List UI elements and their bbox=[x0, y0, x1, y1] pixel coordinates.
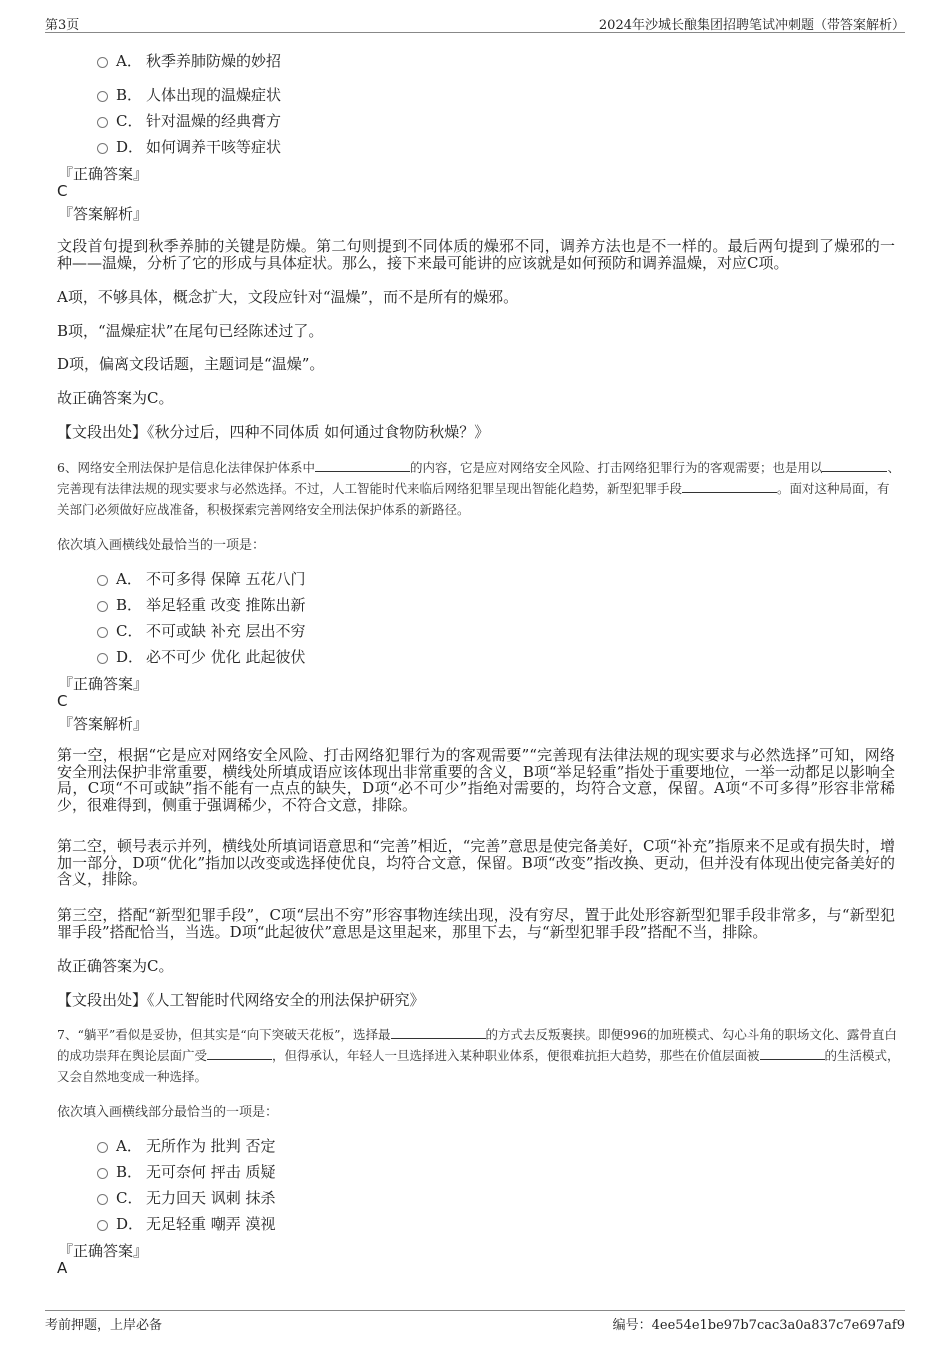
q6-option-d[interactable]: D． 必不可少 优化 此起彼伏 bbox=[97, 646, 306, 666]
blank-3 bbox=[760, 1047, 825, 1060]
footer-slogan: 考前押题，上岸必备 bbox=[45, 1318, 163, 1333]
q5-option-a[interactable]: A． 秋季养肺防燥的妙招 bbox=[97, 50, 281, 70]
blank-1 bbox=[315, 459, 410, 472]
q6-option-b[interactable]: B． 举足轻重 改变 推陈出新 bbox=[97, 594, 306, 614]
q6-analysis-1: 第一空，根据“它是应对网络安全风险、打击网络犯罪行为的客观需要”“完善现有法律法规的现实要求与必然选择”可知，网络安全刑法保护非常重要，横线处所填成语应该体现出非常重要的含义，B项“举足轻重”指处于重要地位，一举一动都足以影响全局，C项“不可或缺”指不能有一点点的缺失，D项“必不可少”指绝对需要的，均符合文意，保留。A项“不可多得”形容非常稀少，很难得到，侧重于强调稀少，不符合文意，排除。 bbox=[57, 746, 895, 814]
q5-option-b[interactable]: B． 人体出现的温燥症状 bbox=[97, 84, 281, 104]
q6-answer: C bbox=[57, 692, 68, 710]
q7-option-c[interactable]: C． 无力回天 讽刺 抹杀 bbox=[97, 1187, 276, 1207]
q7-stem: 7、“躺平”看似是妥协，但其实是“向下突破天花板”，选择最 的方式去反叛裹挟。即便996的加班模式、勾心斗角的职场文化、露骨直白的成功崇拜在舆论层面广受 ，但得承认，年轻人一旦选择进入某种职业体系，便很难抗拒大趋势，那些在价值层面被 的生活模式，又会自然地变成一种选择。 bbox=[57, 1027, 900, 1084]
correct-answer-label: 『正确答案』 bbox=[58, 675, 149, 693]
radio-icon[interactable] bbox=[97, 1194, 108, 1205]
q5-option-d[interactable]: D． 如何调养干咳等症状 bbox=[97, 136, 281, 156]
q5-analysis-2: A项，不够具体，概念扩大，文段应针对“温燥”，而不是所有的燥邪。 bbox=[57, 288, 519, 306]
radio-icon[interactable] bbox=[97, 575, 108, 586]
q7-option-d[interactable]: D． 无足轻重 嘲弄 漠视 bbox=[97, 1213, 276, 1233]
blank-1 bbox=[391, 1026, 486, 1039]
q6-prompt: 依次填入画横线处最恰当的一项是： bbox=[57, 538, 266, 553]
page-footer bbox=[45, 1310, 905, 1331]
document-title: 2024年沙城长酿集团招聘笔试冲刺题（带答案解析） bbox=[598, 18, 905, 33]
radio-icon[interactable] bbox=[97, 143, 108, 154]
q6-conclusion: 故正确答案为C。 bbox=[57, 957, 174, 975]
q5-analysis-4: D项，偏离文段话题，主题词是“温燥”。 bbox=[57, 355, 325, 373]
radio-icon[interactable] bbox=[97, 117, 108, 128]
answer-analysis-label: 『答案解析』 bbox=[58, 715, 149, 733]
q6-analysis-3: 第三空，搭配“新型犯罪手段”，C项“层出不穷”形容事物连续出现，没有穷尽，置于此处形容新型犯罪手段非常多，与“新型犯罪手段”搭配恰当，当选。D项“此起彼伏”意思是这里起来，那里下去，与“新型犯罪手段”搭配不当，排除。 bbox=[57, 906, 895, 941]
radio-icon[interactable] bbox=[97, 57, 108, 68]
answer-analysis-label: 『答案解析』 bbox=[58, 205, 149, 223]
radio-icon[interactable] bbox=[97, 653, 108, 664]
q7-option-a[interactable]: A． 无所作为 批判 否定 bbox=[97, 1135, 276, 1155]
radio-icon[interactable] bbox=[97, 1142, 108, 1153]
blank-2 bbox=[822, 459, 887, 472]
q6-option-a[interactable]: A． 不可多得 保障 五花八门 bbox=[97, 568, 306, 588]
radio-icon[interactable] bbox=[97, 91, 108, 102]
radio-icon[interactable] bbox=[97, 1220, 108, 1231]
q7-prompt: 依次填入画横线部分最恰当的一项是： bbox=[57, 1105, 279, 1120]
q5-conclusion: 故正确答案为C。 bbox=[57, 389, 174, 407]
q5-analysis-1: 文段首句提到秋季养肺的关键是防燥。第二句则提到不同体质的燥邪不同，调养方法也是不一样的。最后两句提到了燥邪的一种——温燥，分析了它的形成与具体症状。那么，接下来最可能讲的应该就是如何预防和调养温燥，对应C项。 bbox=[57, 237, 895, 272]
q6-stem: 6、网络安全刑法保护是信息化法律保护体系中 的内容，它是应对网络安全风险、打击网络犯罪行为的客观需要；也是用以 、完善现有法律法规的现实要求与必然选择。不过，人工智能时代来临后网络犯罪呈现出智能化趋势，新型犯罪手段 。面对这种局面，有关部门必须做好应战准备，积极探索完善网络安全刑法保护体系的新路径。 bbox=[57, 460, 900, 517]
q5-analysis-3: B项，“温燥症状”在尾句已经陈述过了。 bbox=[57, 322, 324, 340]
radio-icon[interactable] bbox=[97, 601, 108, 612]
q5-source: 【文段出处】《秋分过后，四种不同体质 如何通过食物防秋燥？》 bbox=[57, 423, 490, 441]
page-number: 第3页 bbox=[45, 18, 80, 33]
q6-option-c[interactable]: C． 不可或缺 补充 层出不穷 bbox=[97, 620, 306, 640]
blank-3 bbox=[682, 480, 777, 493]
document-id: 编号：4ee54e1be97b7cac3a0a837c7e697af9 bbox=[612, 1318, 905, 1333]
radio-icon[interactable] bbox=[97, 1168, 108, 1179]
radio-icon[interactable] bbox=[97, 627, 108, 638]
q6-source: 【文段出处】《人工智能时代网络安全的刑法保护研究》 bbox=[57, 991, 425, 1009]
q5-answer: C bbox=[57, 182, 68, 200]
page-header bbox=[45, 12, 905, 33]
blank-2 bbox=[207, 1047, 272, 1060]
q7-answer: A bbox=[57, 1259, 68, 1277]
q6-analysis-2: 第二空，顿号表示并列，横线处所填词语意思和“完善”相近，“完善”意思是使完备美好，C项“补充”指原来不足或有损失时，增加一部分，D项“优化”指加以改变或选择使优良，均符合文意，保留。B项“改变”指改换、更动，但并没有体现出使完备美好的含义，排除。 bbox=[57, 837, 895, 888]
correct-answer-label: 『正确答案』 bbox=[58, 165, 149, 183]
q7-option-b[interactable]: B． 无可奈何 抨击 质疑 bbox=[97, 1161, 276, 1181]
correct-answer-label: 『正确答案』 bbox=[58, 1242, 149, 1260]
q5-option-c[interactable]: C． 针对温燥的经典膏方 bbox=[97, 110, 281, 130]
